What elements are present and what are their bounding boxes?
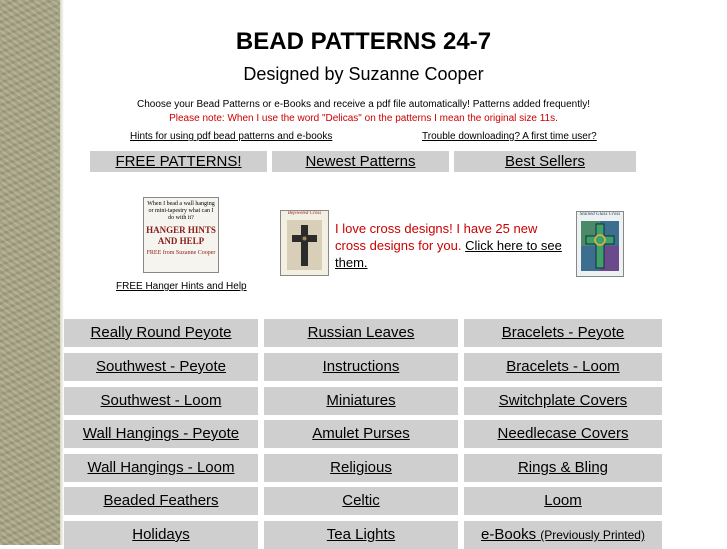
- category-instructions[interactable]: Instructions: [264, 353, 458, 381]
- nav-newest-patterns[interactable]: Newest Patterns: [272, 151, 449, 172]
- delicas-note: Please note: When I use the word "Delicas" on the patterns I mean the original size 11s.: [169, 113, 558, 124]
- category-amulet-purses[interactable]: Amulet Purses: [264, 420, 458, 448]
- category-rings-bling[interactable]: Rings & Bling: [464, 454, 662, 482]
- nav-free-patterns[interactable]: FREE PATTERNS!: [90, 151, 267, 172]
- category-southwest-peyote[interactable]: Southwest - Peyote: [64, 353, 258, 381]
- category-wall-hangings-loom[interactable]: Wall Hangings - Loom: [64, 454, 258, 482]
- page-title: BEAD PATTERNS 24-7: [235, 28, 492, 55]
- cross-promo-message: I love cross designs! I have 25 new cross designs for you.: [335, 221, 538, 253]
- category-bracelets-peyote[interactable]: Bracelets - Peyote: [464, 319, 662, 347]
- category-miniatures[interactable]: Miniatures: [264, 387, 458, 415]
- ebooks-note: (Previously Printed): [540, 528, 645, 542]
- category-celtic[interactable]: Celtic: [264, 487, 458, 515]
- nav-best-sellers[interactable]: Best Sellers: [454, 151, 636, 172]
- page-subtitle: Designed by Suzanne Cooper: [243, 64, 484, 84]
- stained-glass-cross-title: Stained Glass Cross: [579, 212, 621, 217]
- cross-icon: [281, 217, 328, 273]
- hanger-image-from: FREE from Suzanne Cooper: [146, 250, 216, 256]
- hanger-hints-link[interactable]: FREE Hanger Hints and Help: [116, 281, 247, 292]
- category-switchplate-covers[interactable]: Switchplate Covers: [464, 387, 662, 415]
- hints-link[interactable]: Hints for using pdf bead patterns and e-books: [130, 131, 333, 142]
- category-needlecase-covers[interactable]: Needlecase Covers: [464, 420, 662, 448]
- textured-sidebar: [0, 0, 63, 545]
- category-russian-leaves[interactable]: Russian Leaves: [264, 319, 458, 347]
- bejeweled-cross-image[interactable]: [280, 210, 329, 276]
- hanger-hints-image[interactable]: [143, 197, 219, 273]
- hanger-image-title: HANGER HINTS AND HELP: [146, 225, 216, 246]
- cross-designs-link[interactable]: Click here to see them.: [335, 238, 562, 270]
- bejeweled-cross-title: Bejeweled Cross: [287, 211, 322, 216]
- intro-text: Choose your Bead Patterns or e-Books and receive a pdf file automatically! Patterns added frequently!: [136, 99, 591, 110]
- stained-glass-cross-icon: [577, 218, 623, 274]
- category-loom[interactable]: Loom: [464, 487, 662, 515]
- category-beaded-feathers[interactable]: Beaded Feathers: [64, 487, 258, 515]
- category-bracelets-loom[interactable]: Bracelets - Loom: [464, 353, 662, 381]
- category-really-round-peyote[interactable]: Really Round Peyote: [64, 319, 258, 347]
- trouble-link[interactable]: Trouble downloading? A first time user?: [422, 131, 597, 142]
- ebooks-label: e-Books: [481, 526, 537, 543]
- hanger-image-question: When I bead a wall hanging or mini-tapestry what can I do with it?: [147, 201, 215, 221]
- stained-glass-cross-image[interactable]: [576, 211, 624, 277]
- category-tea-lights[interactable]: Tea Lights: [264, 521, 458, 549]
- category-wall-hangings-peyote[interactable]: Wall Hangings - Peyote: [64, 420, 258, 448]
- cross-promo-text: [335, 220, 571, 271]
- category-southwest-loom[interactable]: Southwest - Loom: [64, 387, 258, 415]
- category-religious[interactable]: Religious: [264, 454, 458, 482]
- category-holidays[interactable]: Holidays: [64, 521, 258, 549]
